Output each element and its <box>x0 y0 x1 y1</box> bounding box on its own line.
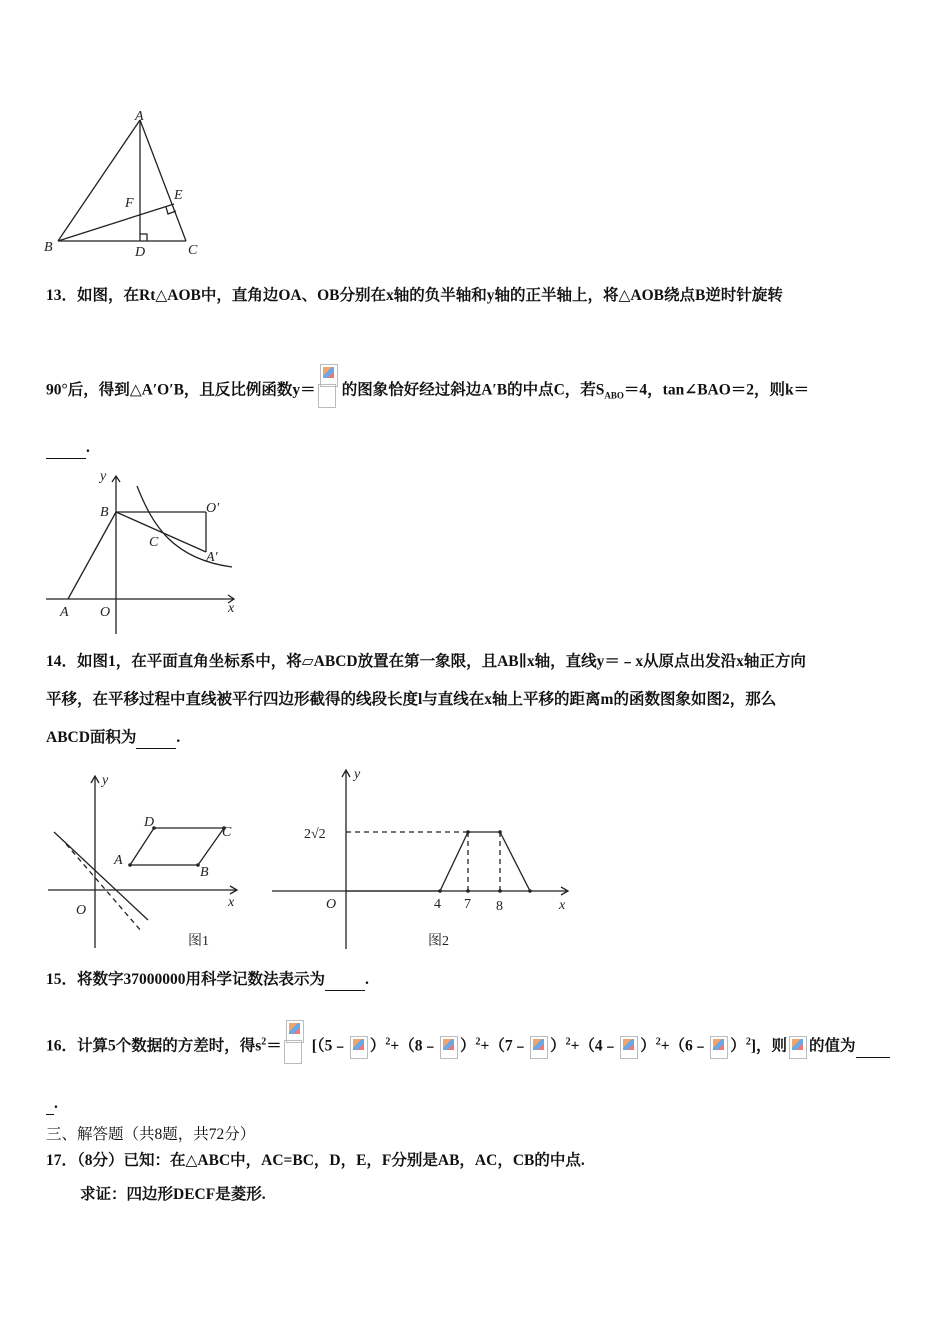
q16-j: 的值为 <box>808 1037 856 1055</box>
q16-f: +（7﹣ <box>480 1037 529 1055</box>
q13-line3-end: . <box>86 439 90 456</box>
fig2-label-8: 8 <box>496 899 503 914</box>
q14-line2: 平移，在平移过程中直线被平行四边形截得的线段长度l与直线在x轴上平移的距离m的函数图象如图2，那么 <box>46 691 777 708</box>
q16-sup: 2 <box>565 1036 571 1048</box>
q16-e: +（8﹣ <box>390 1037 438 1055</box>
q13-label-Oprime: O′ <box>206 501 220 516</box>
label-E: E <box>174 188 183 203</box>
label-C: C <box>188 243 198 258</box>
broken-image-icon <box>789 1036 807 1059</box>
fig1-label-O: O <box>76 903 87 918</box>
broken-image-icon <box>620 1036 638 1059</box>
fig1-label-B: B <box>200 865 209 880</box>
q13-label-Aprime: A′ <box>206 550 218 565</box>
q13-label-x: x <box>228 601 235 616</box>
fig2-label-x: x <box>559 898 566 913</box>
q16-c: [（5﹣ <box>311 1037 348 1055</box>
q16-sup: 2 <box>475 1036 481 1048</box>
fig2-label-7: 7 <box>464 897 471 912</box>
q16-a: 16．计算5个数据的方差时，得s <box>46 1037 262 1055</box>
q13-label-O: O <box>100 605 111 620</box>
q13-line2-b: 的图象恰好经过斜边A′B的中点C，若S <box>341 381 605 399</box>
fig1-label-D: D <box>144 815 155 830</box>
q14-figure-1 <box>42 770 247 952</box>
answer-blank <box>325 970 365 991</box>
label-F: F <box>125 196 134 211</box>
q16-g: +（4﹣ <box>570 1037 619 1055</box>
fig2-label-2root2: 2√2 <box>304 827 326 842</box>
q14-line3-text: ABCD面积为 <box>46 729 137 746</box>
q13-label-C: C <box>149 535 159 550</box>
q15-text: 15．将数字37000000用科学记数法表示为 <box>46 971 326 988</box>
fig2-caption: 图2 <box>428 934 449 949</box>
q13-line2 <box>46 372 809 410</box>
fig1-label-x: x <box>228 895 235 910</box>
fig1-label-A: A <box>114 853 123 868</box>
fig2-label-O: O <box>326 897 337 912</box>
q16-line2 <box>46 1094 58 1115</box>
broken-image-icon <box>710 1036 728 1059</box>
q14-line3-end: . <box>176 729 181 746</box>
q16-sup: 2 <box>745 1036 751 1048</box>
answer-blank <box>46 1094 54 1115</box>
q14-line3 <box>46 728 180 749</box>
q16-sup: 2 <box>385 1036 391 1048</box>
q13-line2-sub: ABO <box>604 390 624 401</box>
fig1-label-C: C <box>222 825 232 840</box>
q16-d3: ） <box>550 1037 566 1055</box>
broken-image-icon <box>350 1036 368 1059</box>
fig1-label-y: y <box>102 773 109 788</box>
q16-end: . <box>54 1095 58 1112</box>
fig2-label-y: y <box>354 767 361 782</box>
q16-b: ＝ <box>266 1037 282 1055</box>
broken-image-icon <box>530 1036 548 1059</box>
q13-line1: 13．如图，在Rt△AOB中，直角边OA、OB分别在x轴的负半轴和y轴的正半轴上，将△AOB绕点B逆时针旋转 <box>46 287 783 304</box>
answer-blank <box>136 728 176 749</box>
section-title: 三、解答题（共8题，共72分） <box>46 1126 256 1143</box>
q16-i: ]，则 <box>750 1037 787 1055</box>
label-A: A <box>135 109 144 124</box>
q16-d2: ） <box>459 1037 476 1055</box>
answer-blank <box>856 1037 890 1058</box>
q13-label-B: B <box>100 505 109 520</box>
q15-end: . <box>365 971 369 988</box>
q13-line2-a: 90°后，得到△A′O′B，且反比例函数y＝ <box>46 381 316 399</box>
q16-sup: 2 <box>261 1036 267 1048</box>
q16-sup: 2 <box>655 1036 661 1048</box>
q13-line2-c: ＝4，tan∠BAO＝2，则k＝ <box>623 381 810 399</box>
answer-blank <box>46 438 86 459</box>
q13-figure <box>42 464 242 638</box>
q17-line2: 求证：四边形DECF是菱形. <box>80 1186 266 1203</box>
broken-image-icon <box>440 1036 458 1059</box>
triangle-figure <box>40 108 220 260</box>
q13-label-y: y <box>100 469 107 484</box>
label-D: D <box>135 245 146 260</box>
q16-line <box>46 1028 890 1066</box>
label-B: B <box>44 240 53 255</box>
fraction-image <box>318 372 340 410</box>
q16-d1: ） <box>369 1037 386 1055</box>
q16-h: +（6﹣ <box>660 1037 709 1055</box>
q14-figure-2 <box>268 764 580 954</box>
q15-line <box>46 970 369 991</box>
q13-line3 <box>46 438 90 459</box>
q16-d5: ） <box>730 1037 746 1055</box>
fig1-caption: 图1 <box>188 934 209 949</box>
fraction-image <box>284 1028 306 1066</box>
q14-line1: 14．如图1，在平面直角坐标系中，将▱ABCD放置在第一象限，且AB∥x轴，直线y＝﹣x从原点出发沿x轴正方向 <box>46 653 806 670</box>
q17-line1: 17．（8分）已知：在△ABC中，AC=BC，D，E，F分别是AB，AC，CB的中点. <box>46 1152 585 1169</box>
q16-d4: ） <box>640 1037 656 1055</box>
q13-label-A: A <box>60 605 69 620</box>
fig2-label-4: 4 <box>434 897 441 912</box>
